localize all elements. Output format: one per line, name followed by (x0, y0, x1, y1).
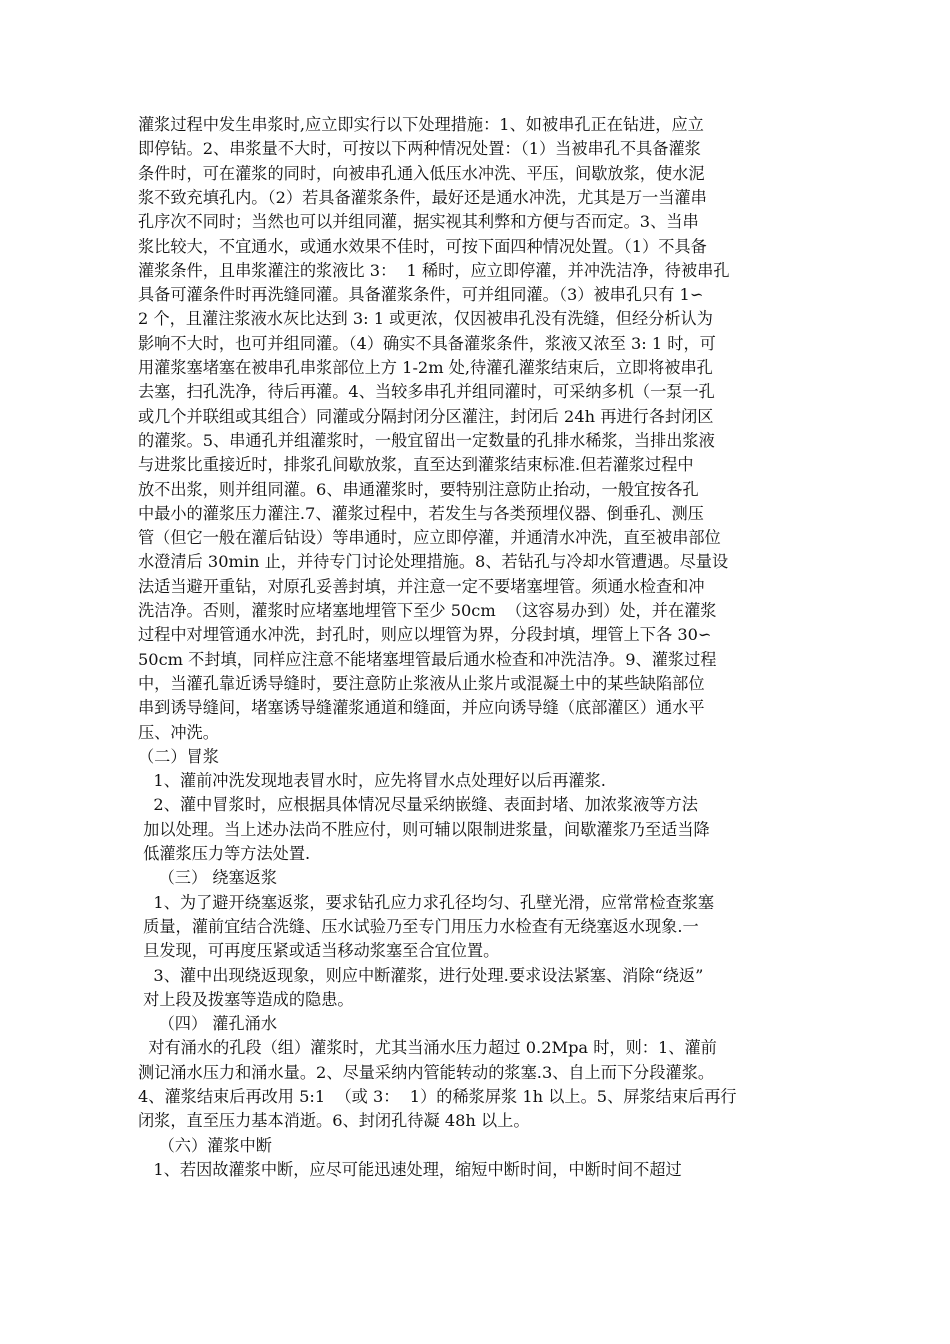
text-line: 条件时，可在灌浆的同时，向被串孔通入低压水冲洗、平压，间歇放浆，使水泥 (138, 163, 705, 183)
text-line: 低灌浆压力等方法处置. (138, 844, 311, 863)
text-line: 去塞，扫孔洗净，待后再灌。4、当较多串孔并组同灌时，可采纳多机（一泵一孔 (138, 382, 715, 402)
text-line: （二）冒浆 (138, 746, 219, 766)
text-line: 洗洁净。否则，灌浆时应堵塞地埋管下至少 50cm （这容易办到）处，并在灌浆 (138, 601, 717, 620)
text-line: 3、灌中出现绕返现象，则应中断灌浆，进行处理.要求设法紧塞、消除“绕返” (138, 965, 704, 985)
text-line: 管（但它一般在灌后钻设）等串通时，应立即停灌，并通清水冲洗，直至被串部位 (138, 528, 721, 548)
text-line: 灌浆过程中发生串浆时,应立即实行以下处理措施：1、如被串孔正在钻进，应立 (138, 115, 704, 134)
text-line: 具备可灌条件时再洗缝同灌。具备灌浆条件，可并组同灌。（3）被串孔只有 1∽ (138, 285, 704, 305)
text-line: 50cm 不封填，同样应注意不能堵塞埋管最后通水检查和冲洗洁净。9、灌浆过程 (138, 649, 717, 669)
text-line: 孔序次不同时；当然也可以并组同灌，据实视其利弊和方便与否而定。3、当串 (138, 212, 699, 232)
text-line: 4、灌浆结束后再改用 5:1 （或 3： 1）的稀浆屏浆 1h 以上。5、屏浆结束后再行 (138, 1087, 737, 1106)
text-line: 用灌浆塞堵塞在被串孔串浆部位上方 1-2m 处,待灌孔灌浆结束后，立即将被串孔 (138, 358, 713, 377)
text-line: 2 个，且灌注浆液水灰比达到 3: 1 或更浓，仅因被串孔没有洗缝，但经分析认为 (138, 309, 713, 329)
text-line: （三） 绕塞返浆 (138, 868, 278, 888)
text-line: 中最小的灌浆压力灌注.7、灌浆过程中，若发生与各类预埋仪器、倒垂孔、测压 (138, 503, 704, 523)
text-line: 浆比较大，不宜通水，或通水效果不佳时，可按下面四种情况处置。（1）不具备 (138, 236, 707, 256)
text-line: 1、灌前冲洗发现地表冒水时，应先将冒水点处理好以后再灌浆. (138, 771, 606, 791)
text-line: 加以处理。当上述办法尚不胜应付，则可辅以限制进浆量，间歇灌浆乃至适当降 (138, 819, 710, 839)
text-line: 过程中对埋管通水冲洗，封孔时，则应以埋管为界，分段封填，埋管上下各 30∽ (138, 625, 712, 645)
text-line: 与进浆比重接近时，排浆孔间歇放浆，直至达到灌浆结束标准.但若灌浆过程中 (138, 455, 694, 475)
text-line: 影响不大时，也可并组同灌。（4）确实不具备灌浆条件，浆液又浓至 3: 1 时，可 (138, 333, 716, 353)
text-line: 灌浆条件，且串浆灌注的浆液比 3： 1 稀时，应立即停灌，并冲洗洁净，待被串孔 (138, 260, 730, 280)
text-line: 水澄清后 30min 止，并待专门讨论处理措施。8、若钻孔与冷却水管遭遇。尽量设 (138, 552, 729, 572)
text-line: 测记涌水压力和涌水量。2、尽量采纳内管能转动的浆塞.3、自上而下分段灌浆。 (138, 1062, 715, 1082)
text-line: （四） 灌孔涌水 (138, 1014, 278, 1034)
text-line: 或几个并联组或其组合）同灌或分隔封闭分区灌注，封闭后 24h 再进行各封闭区 (138, 406, 714, 426)
text-line: 质量，灌前宜结合洗缝、压水试验乃至专门用压力水检查有无绕塞返水现象.一 (138, 916, 699, 936)
text-line: 压、冲洗。 (138, 722, 219, 742)
text-line: 1、若因故灌浆中断，应尽可能迅速处理，缩短中断时间，中断时间不超过 (138, 1159, 682, 1179)
text-line: 旦发现，可再度压紧或适当移动浆塞至合宜位置。 (138, 941, 500, 961)
text-line: 放不出浆，则并组同灌。6、串通灌浆时，要特别注意防止抬动，一般宜按各孔 (138, 479, 699, 499)
text-line: 浆不致充填孔内。（2）若具备灌浆条件，最好还是通水冲洗，尤其是万一当灌串 (138, 187, 707, 207)
text-line: 对有涌水的孔段（组）灌浆时，尤其当涌水压力超过 0.2Mpa 时，则：1、灌前 (138, 1038, 717, 1058)
text-line: 2、灌中冒浆时，应根据具体情况尽量采纳嵌缝、表面封堵、加浓浆液等方法 (138, 795, 698, 815)
text-line: 串到诱导缝间，堵塞诱导缝灌浆通道和缝面，并应向诱导缝（底部灌区）通水平 (138, 698, 705, 718)
text-line: 的灌浆。5、串通孔并组灌浆时，一般宜留出一定数量的孔排水稀浆，当排出浆液 (138, 430, 715, 450)
text-line: 中，当灌孔靠近诱导缝时，要注意防止浆液从止浆片或混凝土中的某些缺陷部位 (138, 673, 705, 693)
text-line: 闭浆，直至压力基本消逝。6、封闭孔待凝 48h 以上。 (138, 1111, 530, 1131)
text-line: 即停钻。2、串浆量不大时，可按以下两种情况处置：（1）当被串孔不具备灌浆 (138, 139, 701, 159)
text-line: 对上段及拨塞等造成的隐患。 (138, 989, 354, 1009)
text-line: 法适当避开重钻，对原孔妥善封填，并注意一定不要堵塞埋管。须通水检查和冲 (138, 576, 705, 596)
text-line: （六）灌浆中断 (138, 1135, 272, 1155)
text-line: 1、为了避开绕塞返浆，要求钻孔应力求孔径均匀、孔壁光滑，应常常检查浆塞 (138, 892, 715, 912)
